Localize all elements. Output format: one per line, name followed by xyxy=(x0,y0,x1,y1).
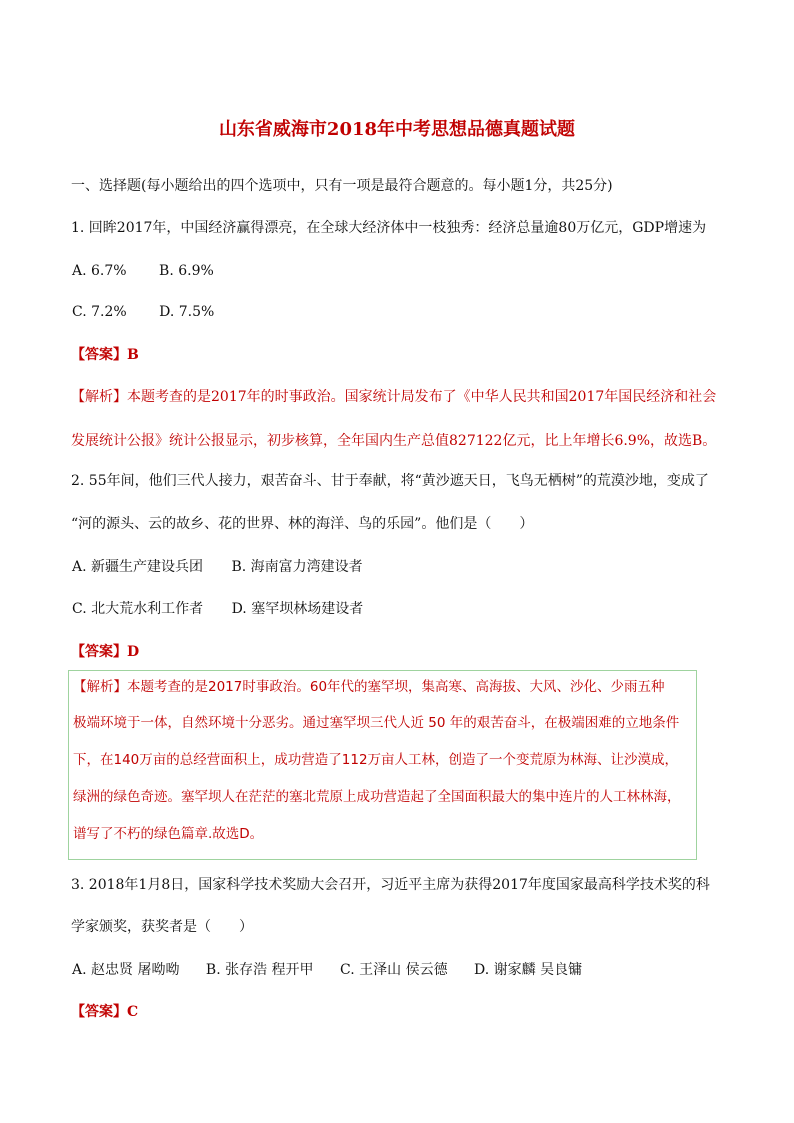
q2-stem-line: 2. 55年间，他们三代人接力，艰苦奋斗、甘于奉献，将“黄沙遮天日，飞鸟无栖树”的荒漠沙地，变成了 xyxy=(71,473,709,489)
q2-option-a: A. 新疆生产建设兵团 xyxy=(72,559,204,575)
q2-option-b: B. 海南富力湾建设者 xyxy=(231,559,363,575)
q3-stem-line: 3. 2018年1月8日，国家科学技术奖励大会召开，习近平主席为获得2017年度国家最高科学技术奖的科 xyxy=(71,877,710,893)
q1-stem: 1. 回眸2017年，中国经济赢得漂亮，在全球大经济体中一枝独秀：经济总量逾80万亿元，GDP增速为 xyxy=(71,220,707,236)
q1-analysis-line: 【解析】本题考查的是2017年的时事政治。国家统计局发布了《中华人民共和国2017年国民经济和社会 xyxy=(71,389,717,405)
q2-analysis-line: 绿洲的绿色奇迹。塞罕坝人在茫茫的塞北荒原上成功营造起了全国面积最大的集中连片的人工林林海， xyxy=(73,789,681,805)
q2-option-c: C. 北大荒水利工作者 xyxy=(72,601,204,617)
q3-option-c: C. 王泽山 侯云德 xyxy=(340,962,448,978)
q1-options-row1 xyxy=(72,261,214,281)
q1-option-a: A. 6.7% xyxy=(72,263,127,279)
q1-option-c: C. 7.2% xyxy=(72,304,127,320)
q2-analysis-line: 下，在140万亩的总经营面积上，成功营造了112万亩人工林，创造了一个变荒原为林海、让沙漠成， xyxy=(73,752,679,768)
q1-options-row2 xyxy=(72,302,214,322)
q1-analysis-line: 发展统计公报》统计公报显示，初步核算，全年国内生产总值827122亿元，比上年增长6.9%，故选B。 xyxy=(71,433,717,449)
q2-analysis-line: 极端环境于一体，自然环境十分恶劣。通过塞罕坝三代人近 50 年的艰苦奋斗，在极端困难的立地条件 xyxy=(73,715,680,731)
q3-option-a: A. 赵忠贤 屠呦呦 xyxy=(72,962,180,978)
q2-options-row2 xyxy=(72,599,363,619)
q3-options-row xyxy=(72,960,582,980)
q2-analysis-line: 谱写了不朽的绿色篇章.故选D。 xyxy=(73,826,264,842)
page-title: 山东省威海市2018年中考思想品德真题试题 xyxy=(218,119,576,140)
q2-option-d: D. 塞罕坝林场建设者 xyxy=(231,601,364,617)
q3-option-b: B. 张存浩 程开甲 xyxy=(205,962,314,978)
q2-stem-line: “河的源头、云的故乡、花的世界、林的海洋、鸟的乐园”。他们是（ ） xyxy=(71,516,534,532)
q1-option-d: D. 7.5% xyxy=(159,304,215,320)
q1-answer: 【答案】B xyxy=(71,347,139,363)
q1-option-b: B. 6.9% xyxy=(159,263,214,279)
section-heading: 一、选择题(每小题给出的四个选项中，只有一项是最符合题意的。每小题1分，共25分) xyxy=(71,178,613,194)
q2-analysis-line: 【解析】本题考查的是2017时事政治。60年代的塞罕坝，集高寒、高海拔、大风、沙化、少雨五种 xyxy=(73,679,665,695)
q3-answer: 【答案】C xyxy=(71,1004,139,1020)
q3-stem-line: 学家颁奖，获奖者是（ ） xyxy=(71,919,253,935)
q2-options-row1 xyxy=(72,557,363,577)
q2-analysis-box xyxy=(68,670,697,860)
q3-option-d: D. 谢家麟 吴良镛 xyxy=(474,962,583,978)
q2-answer: 【答案】D xyxy=(71,644,140,660)
